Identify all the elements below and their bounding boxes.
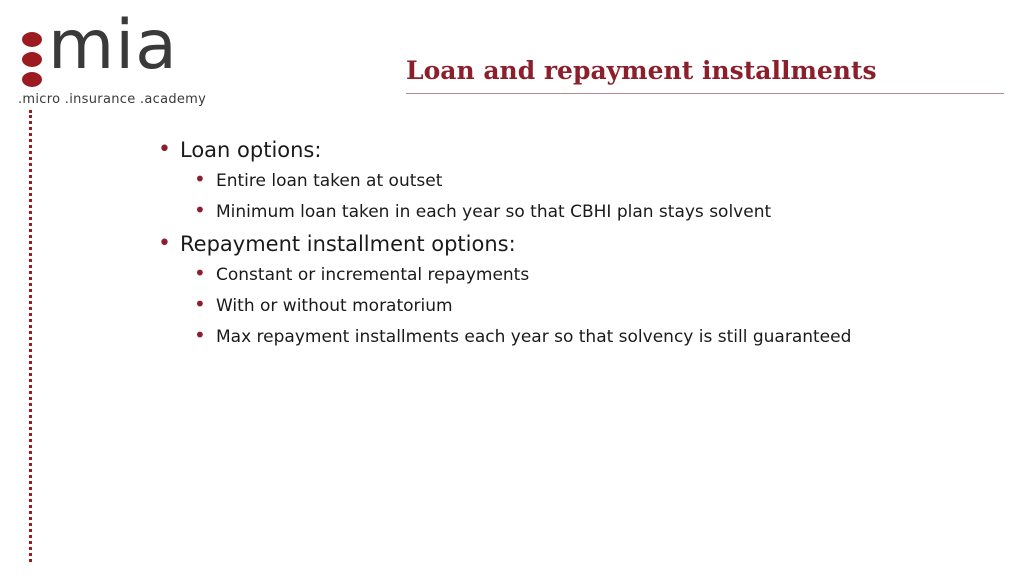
sub-bullet-item <box>192 324 1016 351</box>
sub-bullet-list <box>192 168 1016 226</box>
bullet-icon: • <box>194 292 206 316</box>
bullet-text: Repayment installment options: <box>180 232 516 256</box>
sub-bullet-text: Constant or incremental repayments <box>216 265 530 285</box>
bullet-icon: • <box>158 137 171 162</box>
sub-bullet-text: Entire loan taken at outset <box>216 171 443 191</box>
sub-bullet-text: With or without moratorium <box>216 296 453 316</box>
logo-dot-icon <box>22 72 42 87</box>
sub-bullet-item <box>192 262 1016 289</box>
bullet-icon: • <box>158 231 171 256</box>
bullet-item-loan-options <box>156 136 1016 164</box>
mia-logo <box>18 6 228 110</box>
bullet-icon: • <box>194 261 206 285</box>
logo-dot-icon <box>22 32 42 47</box>
sub-bullet-text: Max repayment installments each year so that solvency is still guaranteed <box>216 327 852 347</box>
bullet-item-repayment-options <box>156 230 1016 258</box>
sub-bullet-item <box>192 293 1016 320</box>
sub-bullet-list <box>192 262 1016 351</box>
left-dotted-rule <box>29 110 32 562</box>
logo-dot-icon <box>22 52 42 67</box>
title-underline <box>406 93 1004 94</box>
bullet-icon: • <box>194 323 206 347</box>
sub-bullet-item <box>192 199 1016 226</box>
logo-wordmark: mia <box>48 6 178 85</box>
sub-bullet-item <box>192 168 1016 195</box>
sub-bullet-text: Minimum loan taken in each year so that CBHI plan stays solvent <box>216 202 772 222</box>
bullet-icon: • <box>194 198 206 222</box>
bullet-list <box>156 134 1016 355</box>
bullet-text: Loan options: <box>180 138 322 162</box>
slide-title: Loan and repayment installments <box>406 56 877 85</box>
logo-tagline: .micro .insurance .academy <box>18 92 207 107</box>
bullet-icon: • <box>194 167 206 191</box>
